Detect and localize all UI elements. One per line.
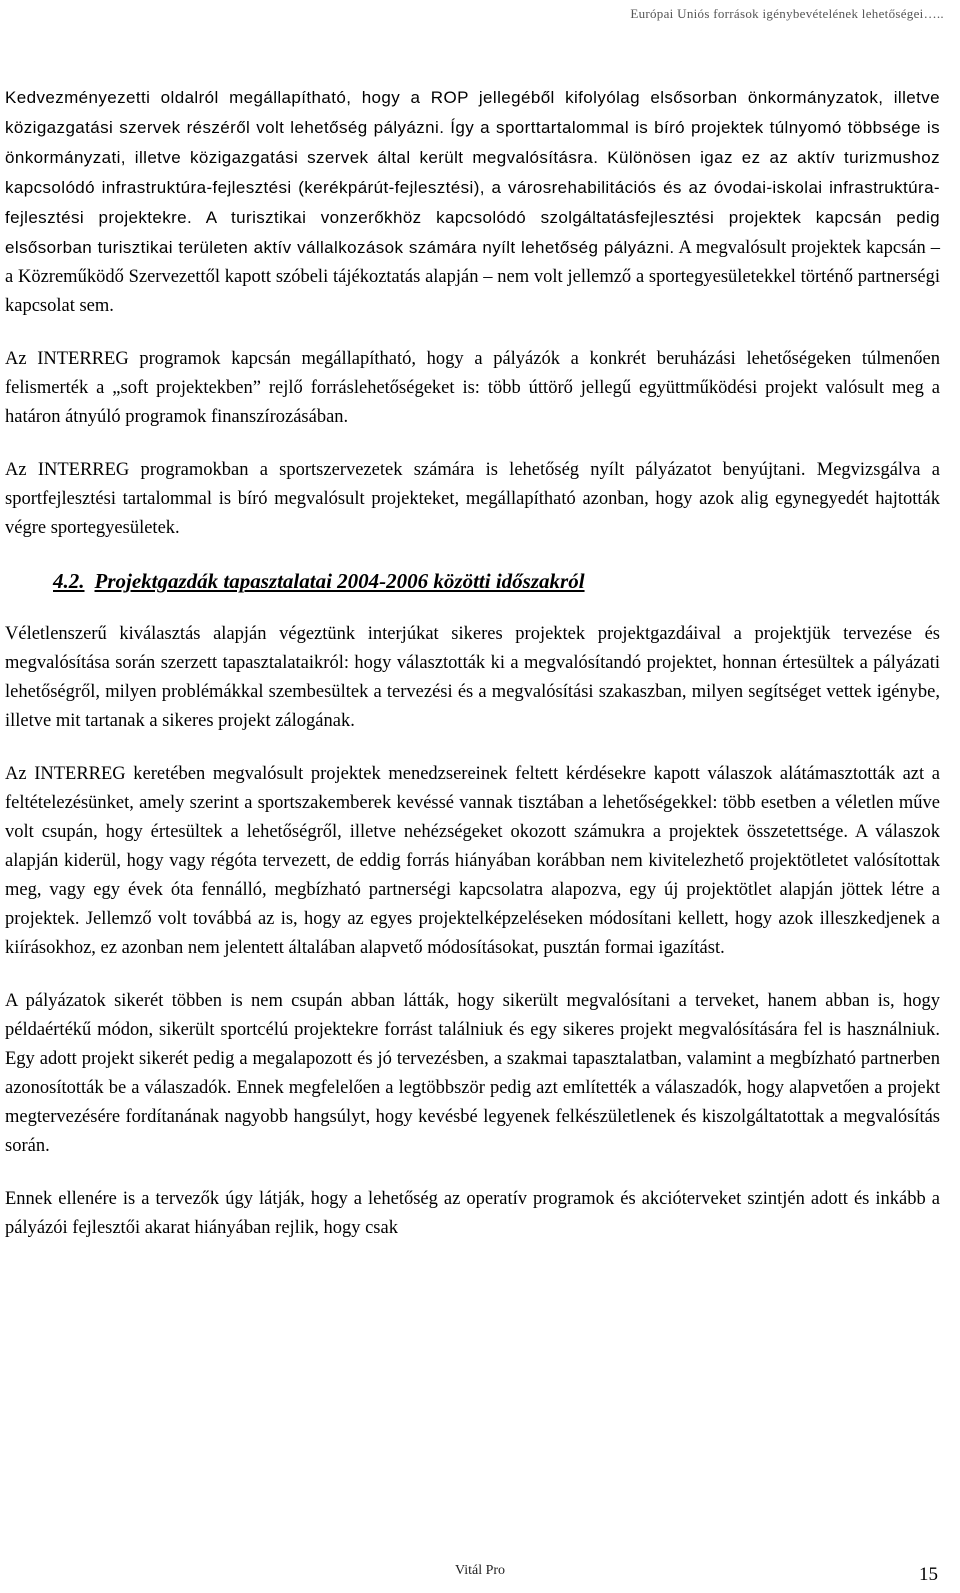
section-number: 4.2. — [53, 569, 85, 593]
paragraph-project-success: A pályázatok sikerét többen is nem csupán abban látták, hogy sikerült megvalósítani a terveket, hanem abban is, hogy példaértékű módon, sikerült sportcélú projektekre forrást találniuk és egy sikeres projekt megvalósítására fel is használniuk. Egy adott projekt sikerét pedig a megalapozott és jó tervezésben, a szakmai tapasztalatban, valamint a megbízható partnerben azonosították be a válaszadók. Ennek megfelelően a legtöbbször pedig azt említették a válaszadók, hogy alapvetően a projekt megtervezésére fordítanának nagyobb hangsúlyt, hogy kevésbé legyenek felkészületlenek és kiszolgáltatottak a megvalósítás során. — [5, 991, 940, 1156]
document-body — [5, 83, 940, 1267]
section-heading — [53, 567, 940, 596]
section-title: Projektgazdák tapasztalatai 2004-2006 közötti időszakról — [94, 569, 585, 593]
paragraph-rop-serif-text: A megvalósult projektek kapcsán – a Közreműködő Szervezettől kapott szóbeli tájékoztatás alapján – nem volt jellemző a sportegyesületekkel történő partnerségi kapcsolat sem. — [5, 238, 940, 316]
page-number: 15 — [919, 1564, 938, 1585]
running-header: Európai Uniós források igénybevételének lehetőségei….. — [630, 6, 944, 21]
paragraph-interreg-sport-organizations: Az INTERREG programokban a sportszervezetek számára is lehetőség nyílt pályázatot benyújtani. Megvizsgálva a sportfejlesztési tartalommal is bíró megvalósult projekteket, megállapítható azonban, hogy azok alig egynegyedét hajtották végre sportegyesületek. — [5, 460, 940, 538]
footer-author: Vitál Pro — [454, 1563, 506, 1578]
paragraph-interreg-managers: Az INTERREG keretében megvalósult projektek menedzsereinek feltett kérdésekre kapott válaszok alátámasztották azt a feltételezésünket, amely szerint a sportszakemberek kevéssé vannak tisztában a lehetőségekkel: több esetben a véletlen műve volt csupán, hogy értesültek a lehetőségről, illetve nehézségeket okozott számukra a projektek összetettsége. A válaszok alapján kiderül, hogy vagy régóta tervezett, de eddig forrás hiányában korábban nem kivitelezhető projektötletet valósítottak meg, vagy egy évek óta fennálló, megbízható partnerségi kapcsolatra alapozva, egy új projektötlet alapján jöttek létre a projektek. Jellemző volt továbbá az is, hogy az egyes projektelképzeléseken módosítani kellett, hogy azok illeszkedjenek a kiírásokhoz, ez azonban nem jelentett általában alapvető módosításokat, pusztán formai igazítást. — [5, 764, 940, 958]
paragraph-rop-sans-text: Kedvezményezetti oldalról megállapítható, hogy a ROP jellegéből kifolyólag elsősorban önkormányzatok, illetve közigazgatási szervek részéről volt lehetőség pályázni. Így a sporttartalommal is bíró projektek túlnyomó többsége is önkormányzati, illetve közigazgatási szervek által került megvalósításra. Különösen igaz ez az aktív turizmushoz kapcsolódó infrastruktúra-fejlesztési (kerékpárút-fejlesztési), a városrehabilitációs és az óvodai-iskolai infrastruktúra-fejlesztési projektekre. A turisztikai vonzerőkhöz kapcsolódó szolgáltatásfejlesztési projektek kapcsán pedig elsősorban turisztikai területen aktív vállalkozások számára nyílt lehetőség pályázni. — [5, 88, 940, 257]
paragraph-interviews: Véletlenszerű kiválasztás alapján végeztünk interjúkat sikeres projektek projektgazdáival a projektjük tervezése és megvalósítása során szerzett tapasztalataikról: hogy választották ki a megvalósítandó projektet, honnan értesültek a pályázati lehetőségről, milyen problémákkal szembesültek a tervezési és a megvalósítási szakaszban, milyen segítséget vettek igénybe, illetve mit tartanak a sikeres projekt zálogának. — [5, 624, 940, 731]
paragraph-interreg-soft-projects: Az INTERREG programok kapcsán megállapítható, hogy a pályázók a konkrét beruházási lehetőségeken túlmenően felismerték a „soft projektekben” rejlő forráslehetőségeket is: több úttörő jellegű együttműködési projekt valósult meg a határon átnyúló programok finanszírozásában. — [5, 349, 940, 427]
paragraph-rop-beneficiaries — [5, 83, 940, 321]
paragraph-planners-view: Ennek ellenére is a tervezők úgy látják, hogy a lehetőség az operatív programok és akcióterveket szintjén adott és inkább a pályázói fejlesztői akarat hiányában rejlik, hogy csak — [5, 1189, 940, 1238]
page-footer — [0, 1561, 960, 1585]
